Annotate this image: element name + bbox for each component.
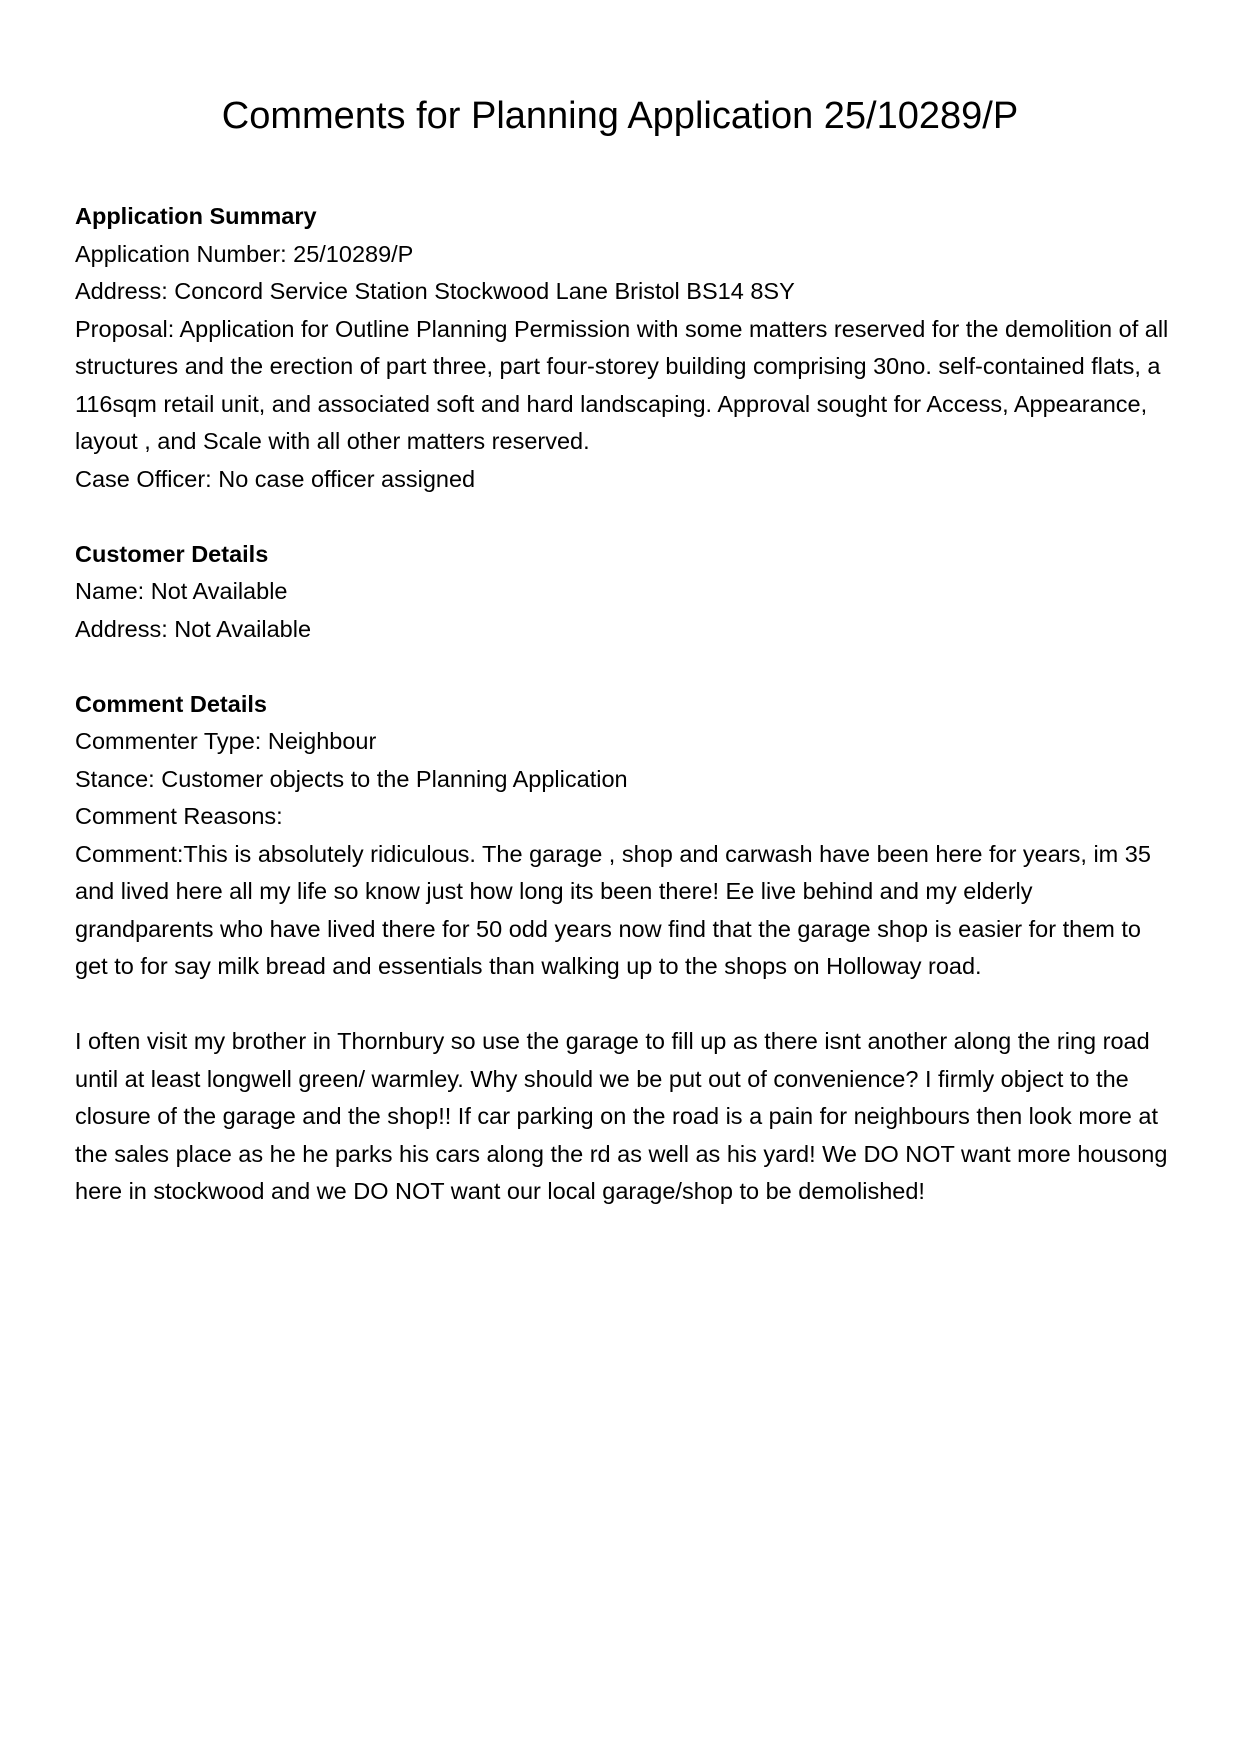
customer-address: Address: Not Available [75,615,312,642]
application-summary-heading: Application Summary [75,203,317,229]
customer-name: Name: Not Available [75,578,288,604]
customer-details-section [75,536,1175,649]
application-address: Address: Concord Service Station Stockwood Lane Bristol BS14 8SY [75,278,795,304]
commenter-type: Commenter Type: Neighbour [75,728,377,754]
page-title: Comments for Planning Application 25/10289/P [221,95,1019,137]
comment-paragraph-1: Comment:This is absolutely ridiculous. The garage , shop and carwash have been here for years, im 35 and lived here all my life so know just how long its been there! Ee live behind and my elderly grandparents who have lived there for 50 odd years now find that the garage shop is easier for them to get to for say milk bread and essentials than walking up to the shops on Holloway road. [75,840,1151,979]
comment-paragraph-2: I often visit my brother in Thornbury so use the garage to fill up as there isnt another along the ring road until at least longwell green/ warmley. Why should we be put out of convenience? I firmly object to the closure of the garage and the shop!! If car parking on the road is a pain for neighbours then look more at the sales place as he he parks his cars along the rd as well as his yard! We DO NOT want more housong here in stockwood and we DO NOT want our local garage/shop to be demolished! [75,1028,1168,1204]
document-body [75,198,1175,1248]
comment-reasons: Comment Reasons: [75,803,283,829]
application-summary-section [75,198,1175,498]
customer-details-heading: Customer Details [75,540,269,567]
application-number: Application Number: 25/10289/P [75,240,414,267]
comment-details-section [75,686,1175,1211]
application-proposal: Proposal: Application for Outline Planning Permission with some matters reserved for the demolition of all structures and the erection of part three, part four-storey building comprising 30no. self-contained flats, a 116sqm retail unit, and associated soft and hard landscaping. Approval sought for Access, Appearance, layout , and Scale with all other matters reserved. [75,315,1169,454]
stance: Stance: Customer objects to the Planning Application [75,765,628,792]
case-officer: Case Officer: No case officer assigned [75,465,476,492]
comment-details-heading: Comment Details [75,690,267,717]
